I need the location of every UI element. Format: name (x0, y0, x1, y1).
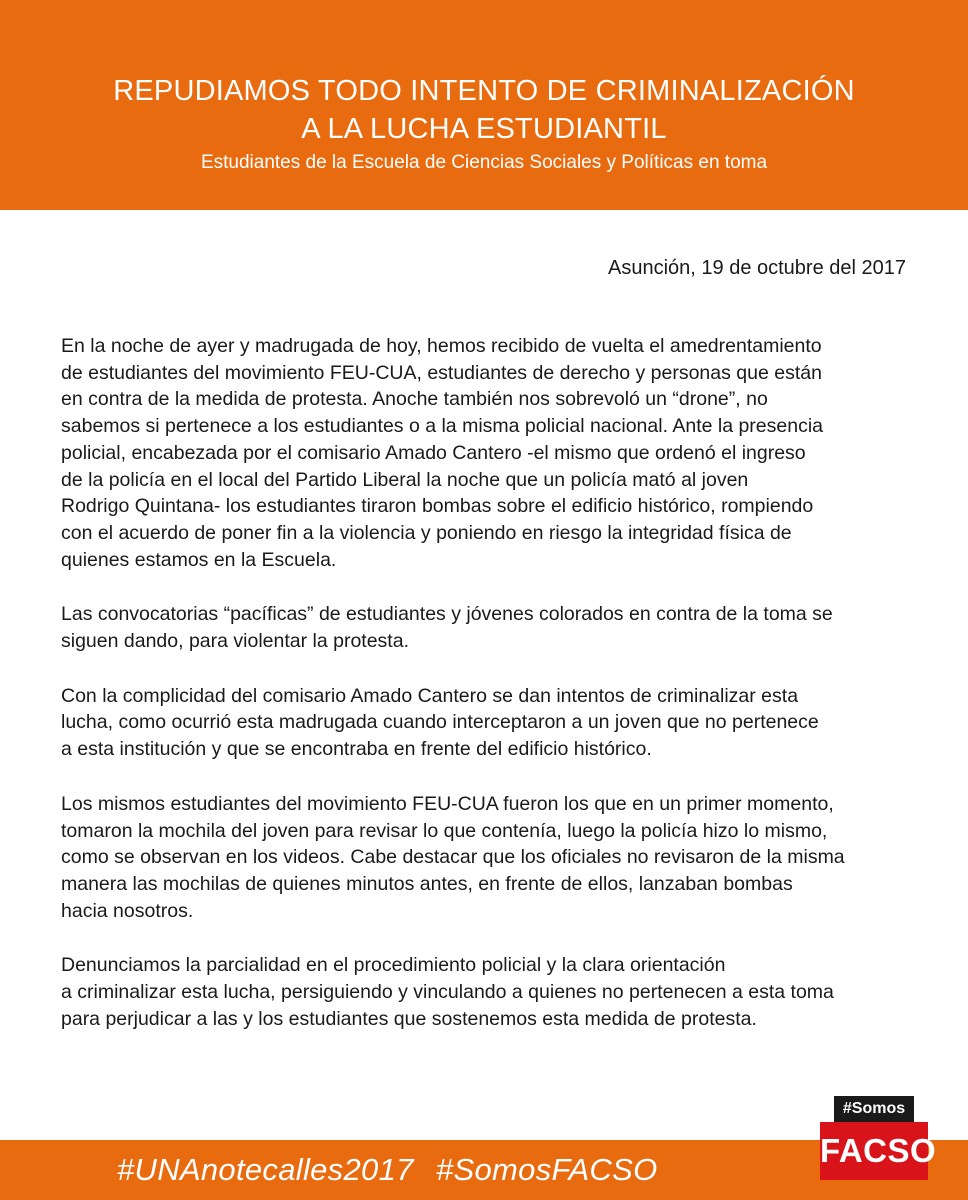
logo-facso-label: FACSO (820, 1122, 928, 1180)
logo-somos-label: #Somos (834, 1096, 914, 1122)
paragraph-2: Las convocatorias “pacíficas” de estudiantes y jóvenes colorados en contra de la toma se siguen dando, para violentar la protesta. (61, 603, 833, 653)
paragraph-4: Los mismos estudiantes del movimiento FEU-CUA fueron los que en un primer momento, tomaron la mochila del joven para revisar lo que contenía, luego la policía hizo lo mismo, como se observan en los videos. Cabe destacar que los oficiales no revisaron de la misma manera las mochilas de quienes minutos antes, en frente de ellos, lanzaban bombas hacia nosotros. (61, 792, 845, 922)
header-banner (0, 0, 968, 210)
somos-facso-logo (820, 1096, 937, 1180)
document-subtitle: Estudiantes de la Escuela de Ciencias Sociales y Políticas en toma (200, 152, 768, 173)
document-title (0, 72, 968, 148)
paragraph-5: Denunciamos la parcialidad en el procedimiento policial y la clara orientación a criminalizar esta lucha, persiguiendo y vinculando a quienes no pertenecen a esta toma para perjudicar a las y los estudiantes que sostenemos esta medida de protesta. (61, 954, 834, 1030)
title-line-2: A LA LUCHA ESTUDIANTIL (301, 113, 667, 145)
paragraph-3: Con la complicidad del comisario Amado Cantero se dan intentos de criminalizar esta lucha, como ocurrió esta madrugada cuando interceptaron a un joven que no pertenece a esta institución y que se encontraba en frente del edificio histórico. (61, 684, 819, 761)
paragraph-1: En la noche de ayer y madrugada de hoy, hemos recibido de vuelta el amedrentamiento de estudiantes del movimiento FEU-CUA, estudiantes de derecho y personas que están en contra de la medida de protesta. Anoche también nos sobrevoló un “drone”, no sabemos si pertenece a los estudiantes o a la misma policial nacional. Ante la presencia policial, encabezada por el comisario Amado Cantero -el mismo que ordenó el ingreso de la policía en el local del Partido Liberal la noche que un policía mató al joven Rodrigo Quintana- los estudiantes tiraron bombas sobre el edificio histórico, rompiendo con el acuerdo de poner fin a la violencia y poniendo en riesgo la integridad física de quienes estamos en la Escuela. (61, 335, 824, 571)
hashtag-somosfacso: #SomosFACSO (436, 1152, 658, 1187)
document-date: Asunción, 19 de octubre del 2017 (608, 257, 906, 279)
hashtag-unanotecalles: #UNAnotecalles2017 (117, 1152, 414, 1187)
title-line-1: REPUDIAMOS TODO INTENTO DE CRIMINALIZACIÓN (113, 75, 855, 107)
document-body (61, 333, 911, 1060)
